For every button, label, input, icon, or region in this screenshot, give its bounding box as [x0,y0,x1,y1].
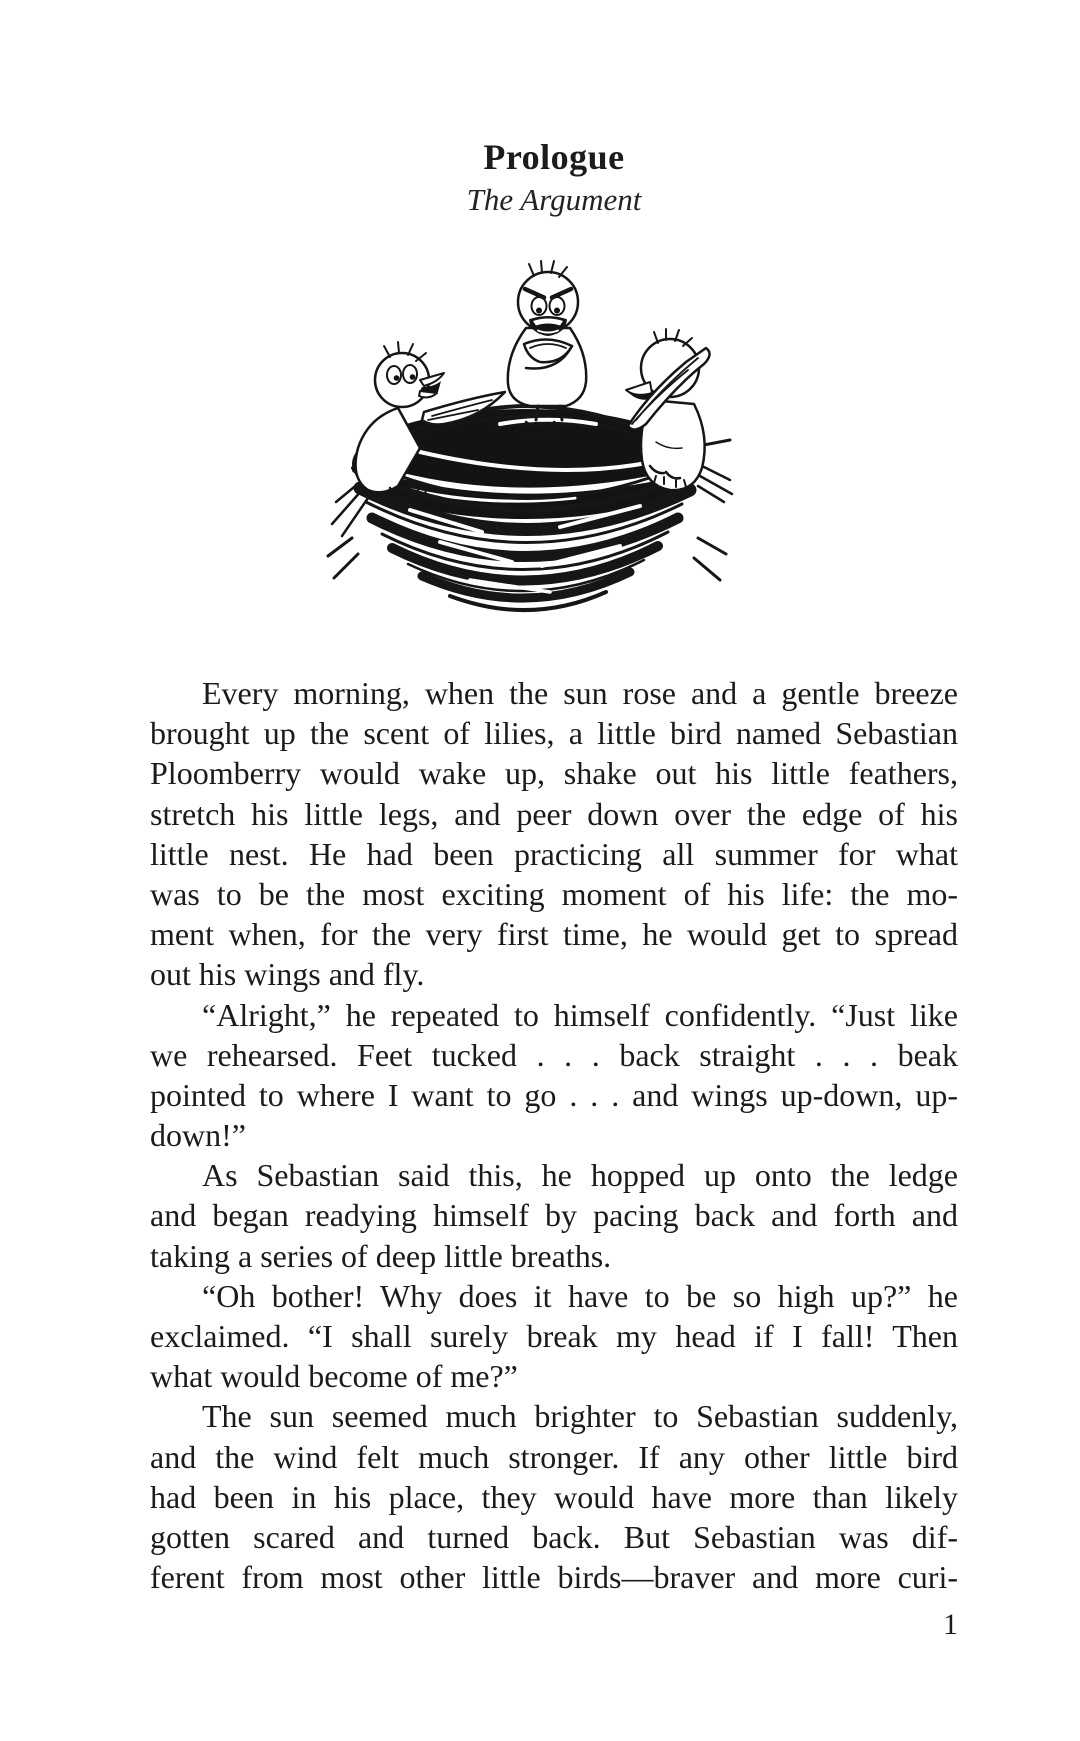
text-line: ferent from most other little birds—braver and more curi- [150,1559,958,1596]
text-line: was to be the most exciting moment of his life: the mo- [150,875,958,912]
paragraph [150,995,958,1156]
paragraph [150,1396,958,1597]
chapter-title: Prologue [483,137,625,177]
text-line: what would become of me?” [150,1358,518,1395]
text-line: gotten scared and turned back. But Sebastian was dif- [150,1518,958,1555]
text-line: exclaimed. “I shall surely break my head if I fall! Then [150,1318,958,1354]
text-line: pointed to where I want to go . . . and wings up-down, up- [150,1076,958,1113]
text-line: The sun seemed much brighter to Sebastian suddenly, [202,1398,958,1435]
paragraph [150,1155,958,1276]
body-text [150,673,958,1597]
text-line: we rehearsed. Feet tucked . . . back straight . . . beak [150,1036,958,1073]
text-line: had been in his place, they would have more than likely [150,1478,958,1515]
text-line: “Oh bother! Why does it have to be so high up?” he [202,1277,958,1314]
text-line: and the wind felt much stronger. If any other little bird [150,1438,958,1475]
text-line: and began readying himself by pacing back and forth and [150,1197,958,1234]
paragraph [150,1276,958,1397]
chapter-subtitle: The Argument [466,182,642,217]
nest-illustration-svg [320,240,740,632]
text-line: brought up the scent of lilies, a little bird named Sebastian [150,715,958,752]
paragraph [150,673,958,995]
page-number: 1 [943,1608,958,1641]
text-line: Every morning, when the sun rose and a gentle breeze [202,675,958,711]
text-line: “Alright,” he repeated to himself confidently. “Just like [202,996,958,1033]
text-line: down!” [150,1117,246,1154]
text-line: ment when, for the very first time, he would get to spread [150,916,958,953]
text-line: out his wings and fly. [150,956,425,993]
text-line: taking a series of deep little breaths. [150,1237,612,1274]
text-line: stretch his little legs, and peer down over the edge of his [150,795,958,832]
nest-illustration-icon [320,240,740,632]
text-line: little nest. He had been practicing all summer for what [150,835,958,872]
text-line: Ploomberry would wake up, shake out his little feathers, [150,755,958,792]
text-line: As Sebastian said this, he hopped up onto the ledge [202,1157,958,1194]
